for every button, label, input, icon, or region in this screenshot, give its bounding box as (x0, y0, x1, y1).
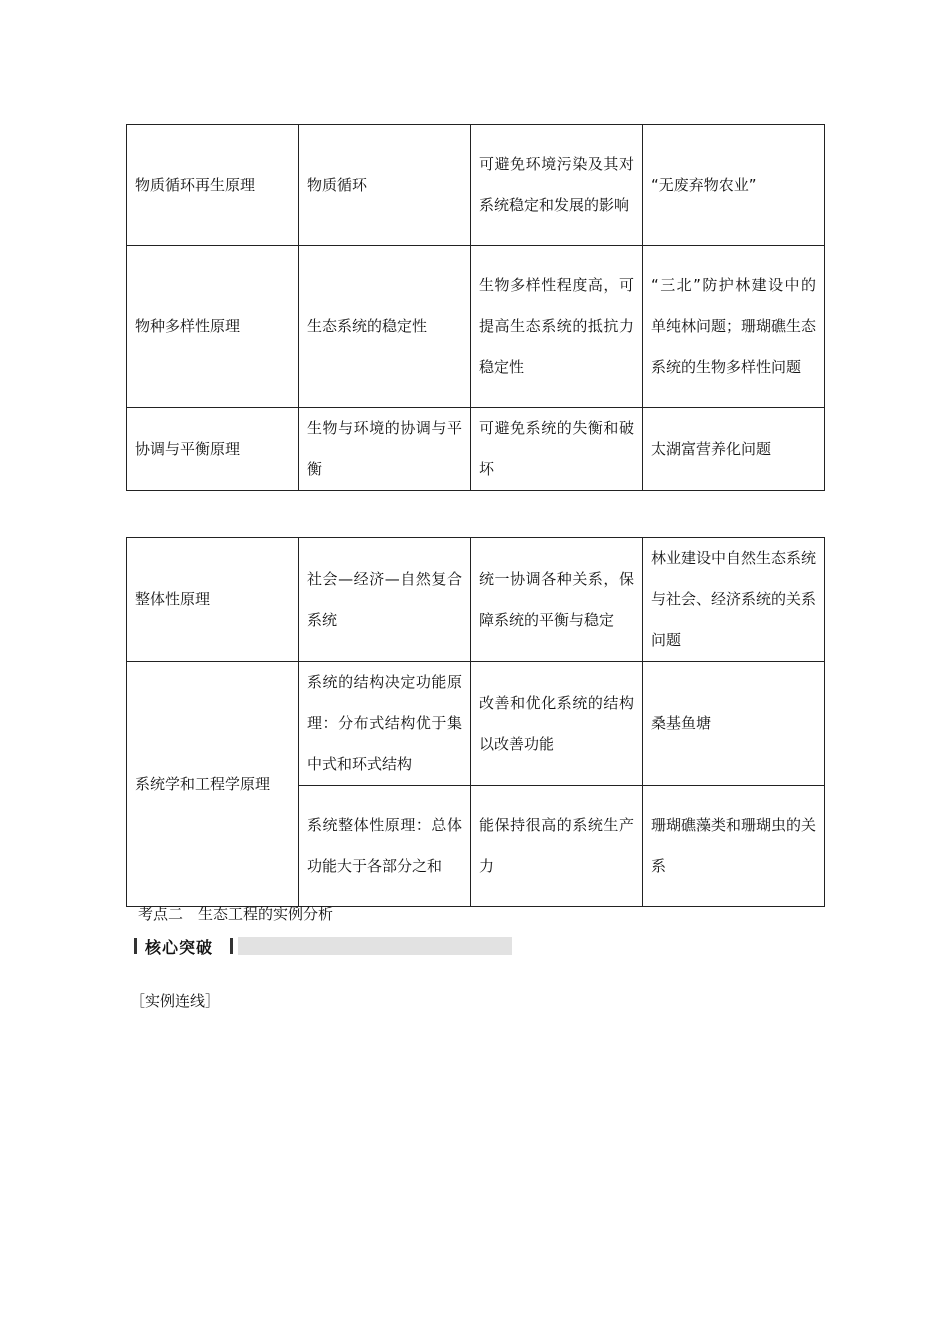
banner-right-bar (230, 938, 233, 954)
table-cell: 系统的结构决定功能原理：分布式结构优于集中式和环式结构 (299, 662, 471, 786)
table-cell: 太湖富营养化问题 (643, 408, 825, 491)
example-link-label: ［实例连线］ (130, 992, 221, 1010)
table-cell: 生态系统的稳定性 (299, 246, 471, 408)
banner-label: 核心突破 (145, 938, 214, 957)
table-cell: 物质循环再生原理 (127, 125, 299, 246)
table-cell: 可避免环境污染及其对系统稳定和发展的影响 (471, 125, 643, 246)
table-cell: 林业建设中自然生态系统与社会、经济系统的关系问题 (643, 538, 825, 662)
table-cell: 系统整体性原理：总体功能大于各部分之和 (299, 786, 471, 907)
table-cell: 可避免系统的失衡和破坏 (471, 408, 643, 491)
table-cell: “三北”防护林建设中的单纯林问题；珊瑚礁生态系统的生物多样性问题 (643, 246, 825, 408)
table-cell: “无废弃物农业” (643, 125, 825, 246)
table-row (127, 408, 825, 491)
table-cell: 协调与平衡原理 (127, 408, 299, 491)
table-row (127, 125, 825, 246)
table-cell: 社会—经济—自然复合系统 (299, 538, 471, 662)
table-cell: 物种多样性原理 (127, 246, 299, 408)
table-cell: 生物多样性程度高，可提高生态系统的抵抗力稳定性 (471, 246, 643, 408)
table-cell: 系统学和工程学原理 (127, 662, 299, 907)
table-cell: 统一协调各种关系，保障系统的平衡与稳定 (471, 538, 643, 662)
principles-table-2 (126, 537, 825, 907)
table-cell: 生物与环境的协调与平衡 (299, 408, 471, 491)
table-cell: 物质循环 (299, 125, 471, 246)
core-breakthrough-banner (134, 936, 512, 956)
banner-left-bar (134, 938, 137, 954)
table-cell: 桑基鱼塘 (643, 662, 825, 786)
banner-fill (238, 937, 512, 955)
table-cell: 整体性原理 (127, 538, 299, 662)
table-cell: 改善和优化系统的结构以改善功能 (471, 662, 643, 786)
table-row (127, 662, 825, 786)
section-title: 考点二 生态工程的实例分析 (138, 905, 334, 923)
principles-table-1 (126, 124, 825, 491)
table-row (127, 538, 825, 662)
table-cell: 能保持很高的系统生产力 (471, 786, 643, 907)
table-cell: 珊瑚礁藻类和珊瑚虫的关系 (643, 786, 825, 907)
table-row (127, 246, 825, 408)
